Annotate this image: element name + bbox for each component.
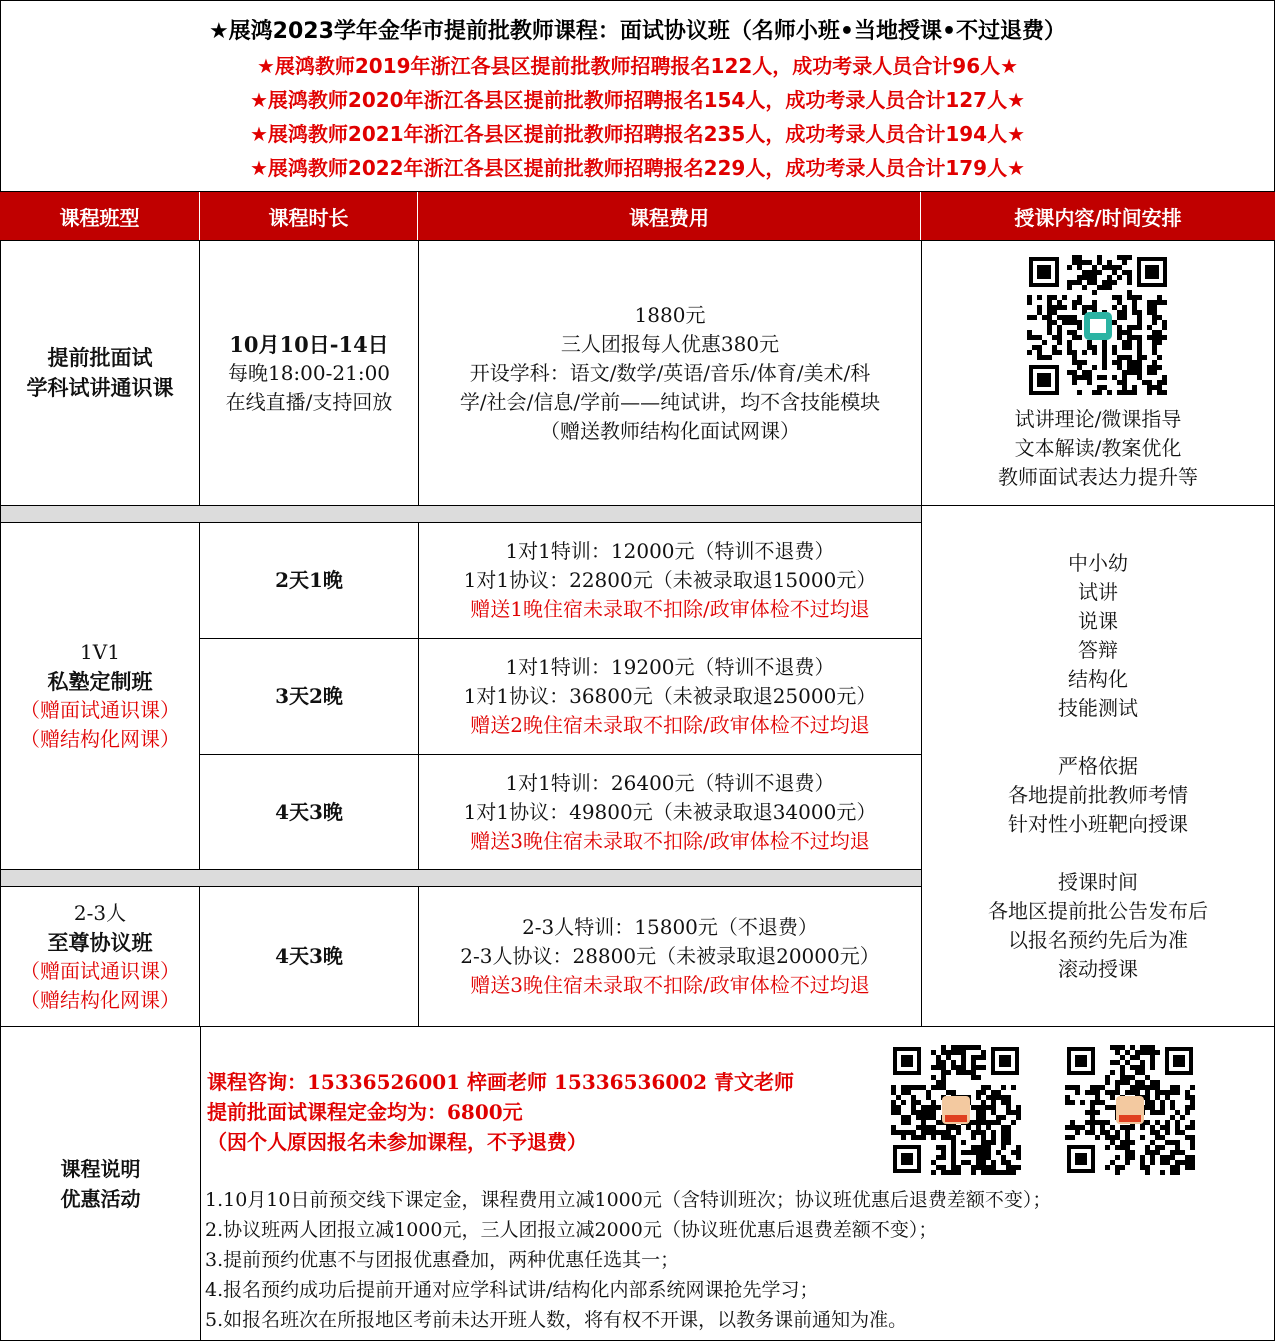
rule-item: 4.报名预约成功后提前开通对应学科试讲/结构化内部系统网课抢先学习； bbox=[205, 1279, 819, 1301]
course2-type bbox=[0, 522, 200, 870]
fee-line: 1对1特训：12000元（特训不退费） bbox=[505, 539, 835, 563]
content-line: 授课时间 bbox=[1058, 869, 1138, 894]
fee-line: 2-3人特训：15800元（不退费） bbox=[522, 915, 818, 939]
course23-content bbox=[921, 505, 1275, 1027]
page-title: ★展鸿2023学年金华市提前批教师课程：面试协议班（名师小班•当地授课•不过退费） bbox=[208, 19, 1067, 44]
rules-list bbox=[205, 1185, 1051, 1335]
col-header-duration: 课程时长 bbox=[200, 192, 418, 240]
content-line: 试讲 bbox=[1078, 579, 1118, 604]
fee-gift-line: 赠送1晚住宿未录取不扣除/政审体检不过均退 bbox=[470, 597, 870, 621]
course-type-line: 提前批面试 bbox=[47, 345, 153, 370]
content-line: 说课 bbox=[1078, 608, 1118, 633]
content-line: 中小幼 bbox=[1068, 550, 1128, 575]
content-line: 结构化 bbox=[1068, 666, 1128, 691]
fee-subjects-cont: 学/社会/信息/学前——纯试讲，均不含技能模块 bbox=[459, 389, 881, 414]
course2-row3-fee bbox=[418, 754, 922, 870]
fee-gift: （赠送教师结构化面试网课） bbox=[540, 418, 800, 443]
duration-date: 10月10日-14日 bbox=[229, 331, 389, 357]
fee-subjects: 开设学科：语文/数学/英语/音乐/体育/美术/科 bbox=[469, 360, 871, 385]
course2-row1-fee bbox=[418, 522, 922, 639]
stat-line: ★展鸿教师2019年浙江各县区提前批教师招聘报名122人，成功考录人员合计96人★ bbox=[256, 54, 1019, 78]
course3-fee bbox=[418, 886, 922, 1027]
course2-row2-duration: 3天2晚 bbox=[199, 638, 419, 755]
course-type-gift: （赠结构化网课） bbox=[20, 987, 180, 1012]
course-type-gift: （赠面试通识课） bbox=[20, 958, 180, 983]
fee-gift-line: 赠送3晚住宿未录取不扣除/政审体检不过均退 bbox=[470, 973, 870, 997]
consult-phone: 课程咨询：15336526001 梓画老师 15336536002 青文老师 bbox=[207, 1070, 795, 1094]
course2-row1-duration: 2天1晚 bbox=[199, 522, 419, 639]
content-line: 文本解读/教案优化 bbox=[1014, 436, 1182, 460]
fee-discount: 三人团报每人优惠380元 bbox=[560, 331, 780, 356]
course2-row2-fee bbox=[418, 638, 922, 755]
content-line: 技能测试 bbox=[1058, 695, 1138, 720]
notes-label-line: 课程说明 bbox=[60, 1156, 141, 1181]
content-line: 各地区提前批公告发布后 bbox=[988, 898, 1208, 923]
consult-block bbox=[207, 1067, 794, 1157]
notes-label-line: 优惠活动 bbox=[60, 1186, 141, 1211]
content-line: 滚动授课 bbox=[1058, 956, 1138, 981]
row-separator bbox=[0, 869, 922, 887]
content-line: 严格依据 bbox=[1058, 753, 1138, 778]
content-line: 针对性小班靶向授课 bbox=[1008, 811, 1188, 836]
course1-type bbox=[0, 240, 200, 506]
course3-type bbox=[0, 886, 200, 1027]
notes-body bbox=[200, 1026, 1275, 1341]
col-header-content: 授课内容/时间安排 bbox=[921, 192, 1275, 240]
fee-line: 2-3人协议：28800元（未被录取退20000元） bbox=[460, 944, 880, 968]
content-line: 答辩 bbox=[1078, 637, 1118, 662]
notes-label bbox=[0, 1026, 201, 1341]
consult-deposit: 提前批面试课程定金均为：6800元 bbox=[207, 1100, 523, 1124]
course1-content bbox=[921, 240, 1275, 506]
course-type-gift: （赠结构化网课） bbox=[20, 727, 180, 751]
col-header-type: 课程班型 bbox=[0, 192, 200, 240]
rule-item: 1.10月10日前预交线下课定金，课程费用立减1000元（含特训班次；协议班优惠后退费差额不变）； bbox=[205, 1189, 1052, 1211]
fee-line: 1对1协议：49800元（未被录取退34000元） bbox=[463, 799, 877, 824]
consult-refund: （因个人原因报名未参加课程，不予退费） bbox=[207, 1130, 587, 1154]
rule-item: 5.如报名班次在所报地区考前未达开班人数，将有权不开课，以教务课前通知为准。 bbox=[205, 1309, 908, 1331]
course1-duration bbox=[199, 240, 419, 506]
stat-line: ★展鸿教师2021年浙江各县区提前批教师招聘报名235人，成功考录人员合计194人★ bbox=[249, 122, 1026, 146]
content-line: 教师面试表达力提升等 bbox=[998, 465, 1198, 489]
qr-code-icon bbox=[891, 1045, 1021, 1175]
fee-line: 1对1协议：22800元（未被录取退15000元） bbox=[463, 568, 877, 592]
duration-mode: 在线直播/支持回放 bbox=[225, 389, 393, 414]
duration-time: 每晚18:00-21:00 bbox=[227, 360, 391, 385]
content-line: 以报名预约先后为准 bbox=[1008, 927, 1188, 952]
stat-line: ★展鸿教师2022年浙江各县区提前批教师招聘报名229人，成功考录人员合计179人★ bbox=[249, 156, 1026, 180]
header-block bbox=[0, 0, 1275, 192]
col-header-fee: 课程费用 bbox=[418, 192, 921, 240]
fee-line: 1对1特训：26400元（特训不退费） bbox=[505, 770, 835, 795]
fee-line: 1对1协议：36800元（未被录取退25000元） bbox=[463, 684, 877, 708]
course-type-gift: （赠面试通识课） bbox=[20, 698, 180, 722]
course-type-line: 学科试讲通识课 bbox=[26, 375, 174, 400]
rule-item: 2.协议班两人团报立减1000元，三人团报立减2000元（协议班优惠后退费差额不变）； bbox=[205, 1219, 938, 1241]
rule-item: 3.提前预约优惠不与团报优惠叠加，两种优惠任选其一； bbox=[205, 1249, 680, 1271]
qr-code-icon bbox=[1027, 255, 1169, 397]
course-type-line: 1V1 bbox=[80, 640, 120, 664]
fee-price: 1880元 bbox=[634, 302, 706, 327]
course3-duration: 4天3晚 bbox=[199, 886, 419, 1027]
course-type-name: 私塾定制班 bbox=[47, 669, 153, 694]
course2-row3-duration: 4天3晚 bbox=[199, 754, 419, 870]
fee-gift-line: 赠送3晚住宿未录取不扣除/政审体检不过均退 bbox=[470, 828, 870, 853]
content-line: 试讲理论/微课指导 bbox=[1014, 407, 1182, 431]
row-separator bbox=[0, 505, 922, 523]
course1-fee bbox=[418, 240, 922, 506]
course-type-line: 2-3人 bbox=[73, 900, 127, 925]
stat-line: ★展鸿教师2020年浙江各县区提前批教师招聘报名154人，成功考录人员合计127人★ bbox=[249, 88, 1026, 112]
fee-gift-line: 赠送2晚住宿未录取不扣除/政审体检不过均退 bbox=[470, 713, 870, 737]
content-line: 各地提前批教师考情 bbox=[1008, 782, 1188, 807]
course-type-name: 至尊协议班 bbox=[47, 929, 153, 955]
qr-code-icon bbox=[1065, 1045, 1195, 1175]
fee-line: 1对1特训：19200元（特训不退费） bbox=[505, 655, 835, 679]
